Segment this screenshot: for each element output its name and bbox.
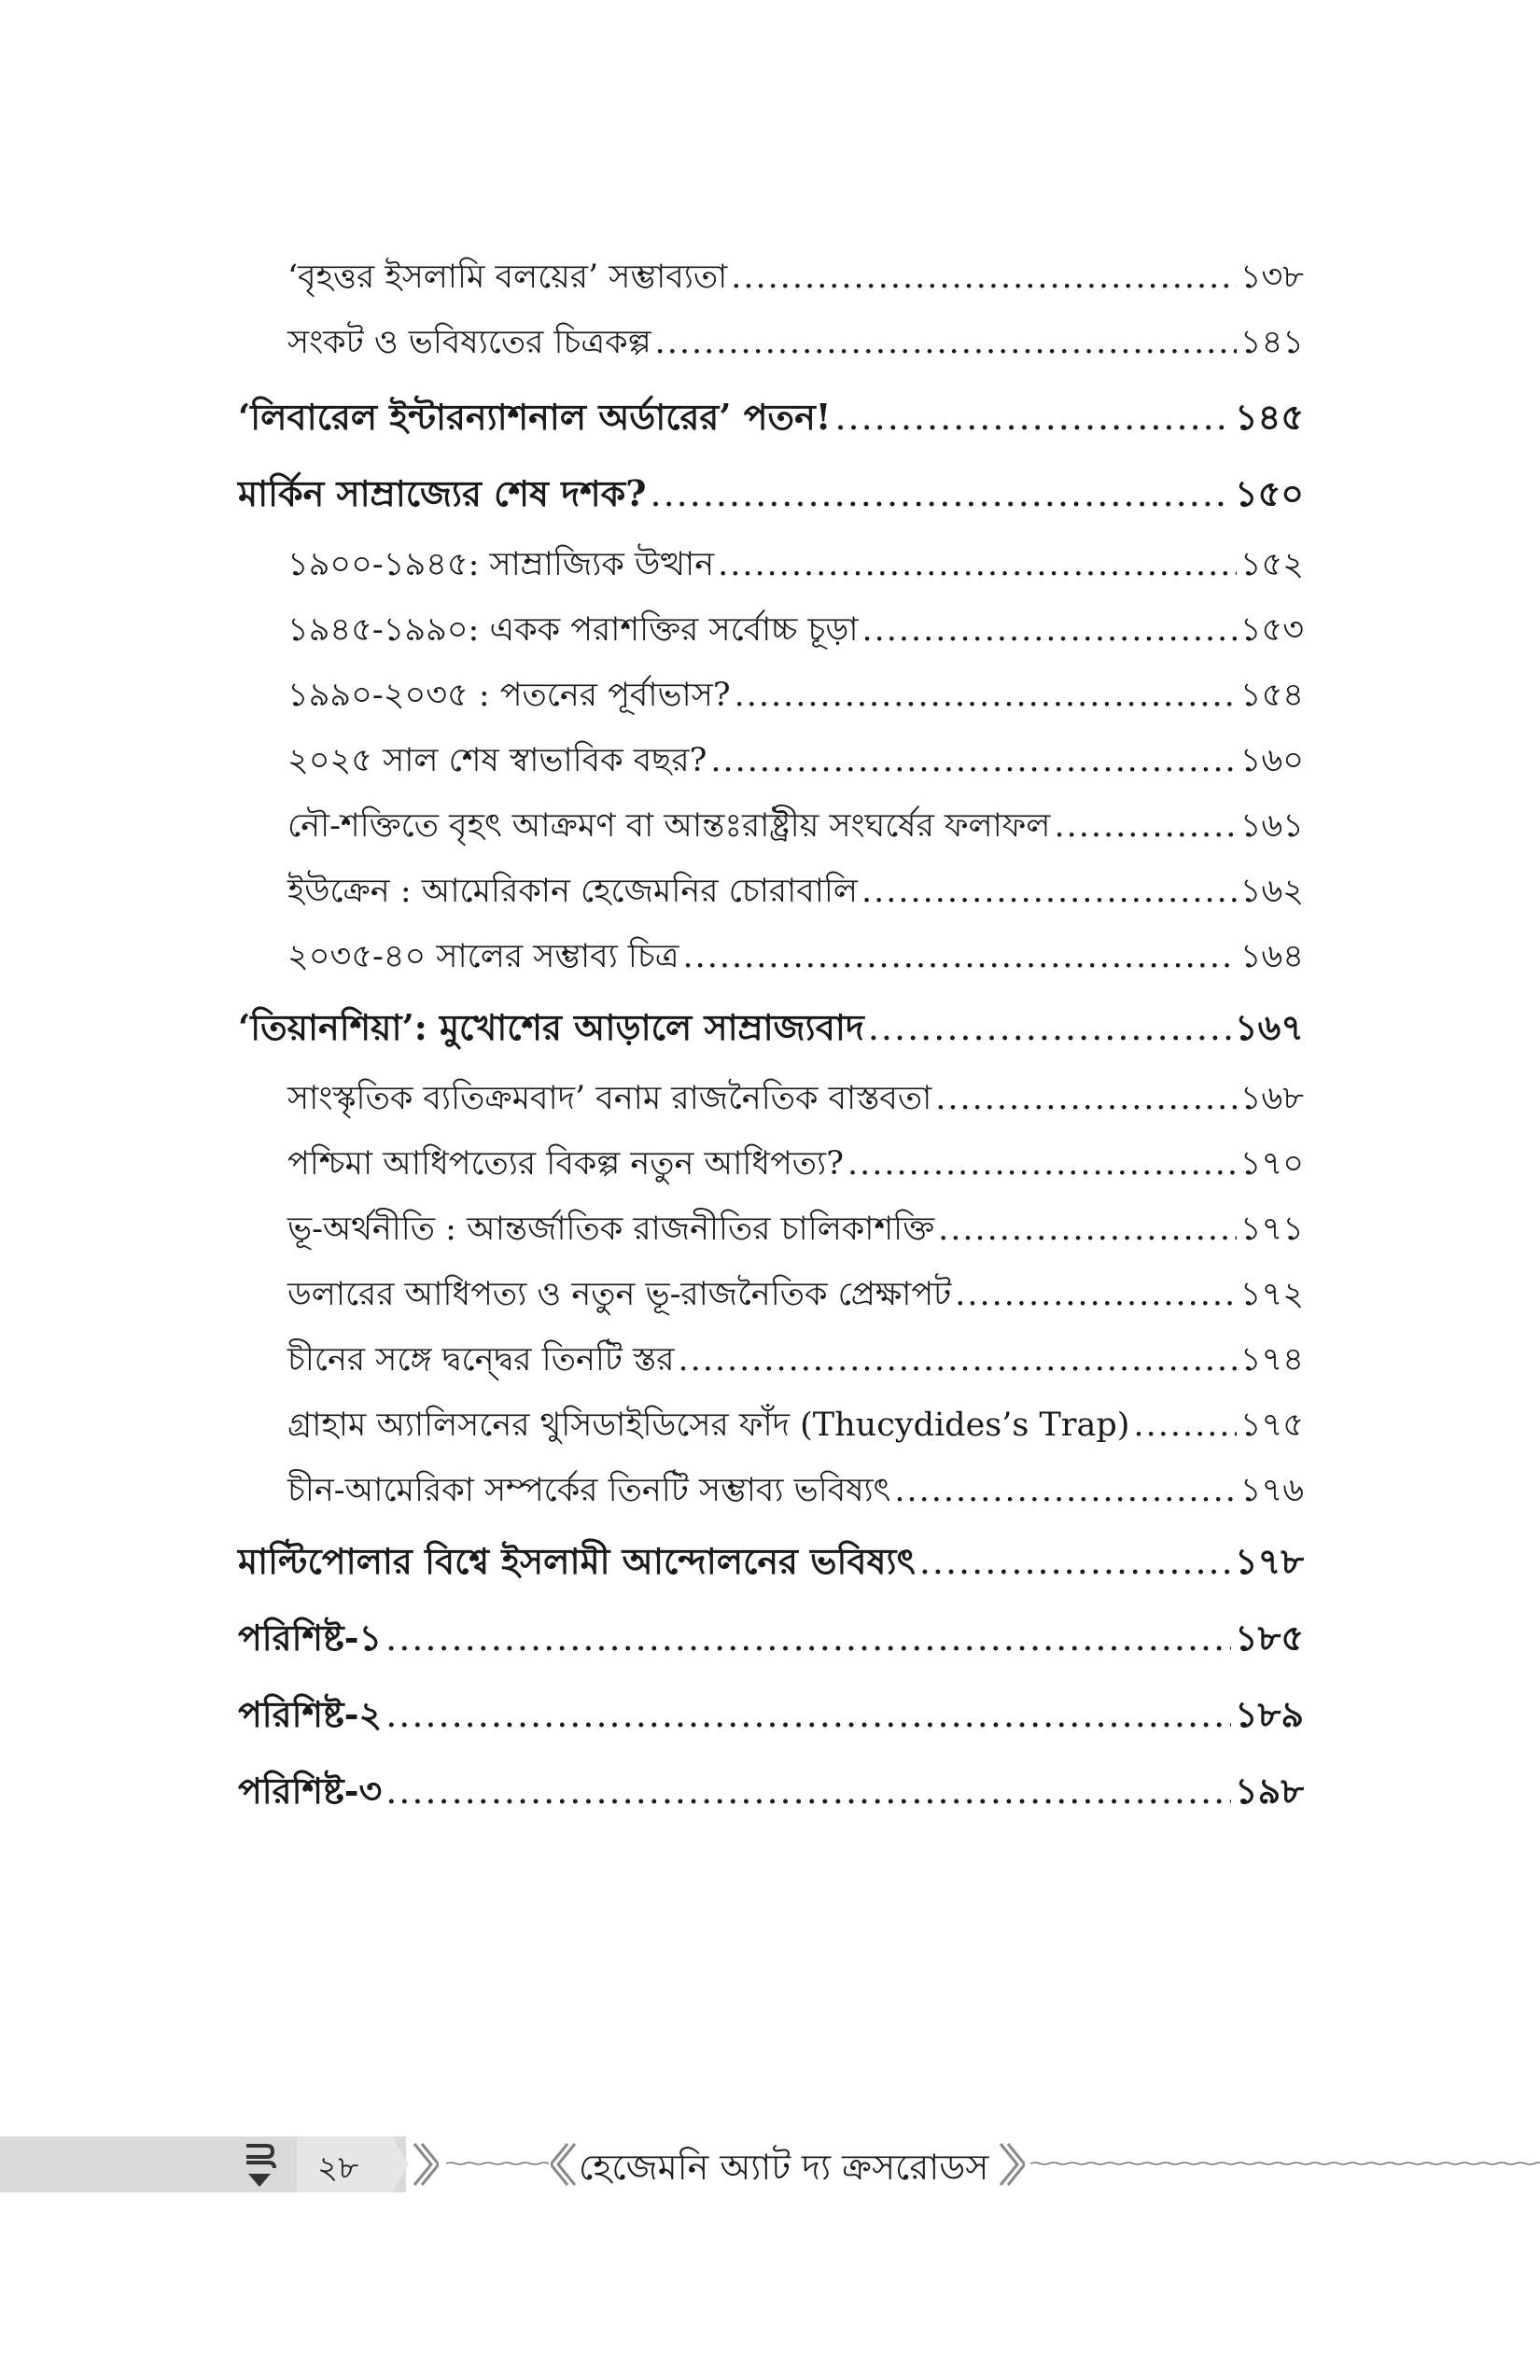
toc-entry-title: ‘লিবারেল ইন্টারন্যাশনাল অর্ডারের’ পতন! [238,396,832,438]
toc-entry-title: গ্রাহাম অ্যালিসনের থুসিডাইডিসের ফাঁদ (Thucydides’s Trap) [287,1407,1130,1444]
toc-entry[interactable] [238,1327,1304,1393]
toc-chapter-entry[interactable] [238,1600,1304,1676]
toc-entry[interactable] [238,793,1304,859]
toc-entry-page: ১৭৫ [1239,1407,1304,1444]
toc-entry-title: ২০৩৫-৪০ সালের সম্ভাব্য চিত্র [287,938,679,975]
toc-entry-title: পশ্চিমা আধিপত্যের বিকল্প নতুন আধিপত্য? [287,1145,844,1183]
toc-chapter-entry[interactable] [238,1676,1304,1753]
toc-entry-title: পরিশিষ্ট-৩ [238,1770,383,1812]
dot-leader [683,924,1237,989]
chevron-left-icon [551,2138,579,2191]
dot-leader [834,379,1231,455]
toc-entry-title: চীন-আমেরিকা সম্পর্কের তিনটি সম্ভাব্য ভবিষ্যৎ [287,1472,891,1509]
toc-entry-page: ১৫৩ [1239,611,1304,649]
toc-chapter-entry[interactable] [238,1523,1304,1600]
toc-entry-title: ইউক্রেন : আমেরিকান হেজেমনির চোরাবালি [287,873,859,910]
dot-leader [678,1327,1236,1393]
toc-entry-page: ১৬০ [1239,742,1304,779]
toc-entry[interactable] [238,1066,1304,1131]
toc-entry-page: ১৯৮ [1235,1770,1304,1812]
toc-entry-page: ১৪৫ [1235,396,1304,438]
toc-chapter-entry[interactable] [238,379,1304,455]
toc-entry-page: ১৭৪ [1239,1341,1304,1379]
toc-entry-page: ১৭০ [1239,1145,1304,1183]
toc-entry[interactable] [238,663,1304,728]
dot-leader [955,1262,1237,1327]
toc-entry-title: ডলারের আধিপত্য ও নতুন ভূ-রাজনৈতিক প্রেক্ষাপট [287,1276,952,1313]
dot-leader [861,859,1237,924]
toc-entry-title: ‘বৃহত্তর ইসলামি বলয়ের’ সম্ভাব্যতা [287,259,728,296]
publisher-logo-icon [241,2140,278,2191]
dot-leader [385,1676,1231,1753]
toc-entry-title: ২০২৫ সাল শেষ স্বাভাবিক বছর? [287,742,707,779]
toc-entry-page: ১৮৯ [1235,1693,1304,1735]
toc-chapter-entry[interactable] [238,1753,1304,1829]
toc-entry-title: ১৯৪৫-১৯৯০: একক পরাশক্তির সর্বোচ্চ চূড়া [287,611,859,649]
toc-entry[interactable] [238,1197,1304,1262]
toc-entry-page: ১৭২ [1239,1276,1304,1313]
book-title: হেজেমনি অ্যাট দ্য ক্রসরোডস [579,2147,989,2188]
dot-leader [1054,793,1236,859]
toc-entry[interactable] [238,310,1304,375]
toc-entry-page: ১৩৮ [1239,259,1304,296]
dot-leader [655,310,1237,375]
toc-entry-title: মাল্টিপোলার বিশ্বে ইসলামী আন্দোলনের ভবিষ্যৎ [238,1540,916,1582]
dot-leader [935,1066,1237,1131]
toc-entry[interactable] [238,245,1304,310]
toc-entry-title: সংকট ও ভবিষ্যতের চিত্রকল্প [287,324,651,361]
toc-entry-page: ১৫০ [1234,472,1304,514]
toc-entry-title: ১৯৯০-২০৩৫ : পতনের পূর্বাভাস? [287,677,731,714]
toc-entry-title: পরিশিষ্ট-১ [238,1617,383,1659]
dot-leader [1133,1393,1236,1458]
toc-entry-page: ১৬৮ [1239,1080,1304,1117]
toc-chapter-entry[interactable] [238,989,1304,1066]
toc-entry-title: ভূ-অর্থনীতি : আন্তর্জাতিক রাজনীতির চালিকাশক্তি [287,1211,935,1248]
page-number: ২৮ [317,2149,359,2187]
dot-leader [868,989,1231,1066]
toc-entry[interactable] [238,924,1304,989]
toc-entry-page: ১৬২ [1239,873,1304,910]
toc-entry-page: ১৮৫ [1235,1617,1304,1659]
toc-entry-page: ১৭৮ [1234,1540,1304,1582]
toc-entry-page: ১৫২ [1239,546,1304,583]
toc-entry-page: ১৫৪ [1239,677,1304,714]
dot-leader [938,1197,1237,1262]
toc-entry-title: মার্কিন সাম্রাজ্যের শেষ দশক? [238,472,647,514]
toc-entry-page: ১৬৪ [1239,938,1304,975]
toc-entry-page: ১৬১ [1239,807,1304,845]
table-of-contents [238,245,1304,1829]
dot-leader [731,245,1237,310]
toc-entry-title: নৌ-শক্তিতে বৃহৎ আক্রমণ বা আন্তঃরাষ্ট্রীয় সংঘর্ষের ফলাফল [287,807,1051,845]
dot-leader [735,663,1237,728]
toc-entry-title: সাংস্কৃতিক ব্যতিক্রমবাদ’ বনাম রাজনৈতিক বাস্তবতা [287,1080,932,1117]
toc-entry[interactable] [238,728,1304,793]
dot-leader [919,1523,1231,1600]
toc-entry[interactable] [238,859,1304,924]
toc-entry-title: পরিশিষ্ট-২ [238,1693,383,1735]
toc-entry[interactable] [238,1131,1304,1197]
dot-leader [847,1131,1237,1197]
dot-leader [651,455,1231,532]
wavy-divider [446,2162,549,2165]
toc-entry-page: ১৭১ [1239,1211,1304,1248]
toc-entry[interactable] [238,1262,1304,1327]
toc-entry-page: ১৪১ [1239,324,1304,361]
page-footer [0,2133,1540,2207]
toc-entry-page: ১৭৬ [1239,1472,1304,1509]
toc-entry[interactable] [238,1458,1304,1523]
chevron-right-icon [997,2138,1025,2191]
dot-leader [385,1753,1231,1829]
wavy-divider [1030,2162,1540,2165]
toc-entry[interactable] [238,1393,1304,1458]
toc-entry-title: চীনের সঙ্গে দ্বন্দ্বের তিনটি স্তর [287,1341,675,1379]
dot-leader [385,1600,1231,1676]
toc-entry-page: ১৬৭ [1234,1006,1304,1048]
toc-entry[interactable] [238,532,1304,597]
toc-entry[interactable] [238,597,1304,663]
dot-leader [894,1458,1236,1523]
dot-leader [862,597,1237,663]
dot-leader [710,728,1236,793]
toc-chapter-entry[interactable] [238,455,1304,532]
chevron-right-icon [411,2138,439,2191]
toc-entry-title: ‘তিয়ানশিয়া’: মুখোশের আড়ালে সাম্রাজ্যবাদ [238,1006,864,1048]
toc-entry-title: ১৯০০-১৯৪৫: সাম্রাজ্যিক উত্থান [287,546,715,583]
dot-leader [718,532,1237,597]
